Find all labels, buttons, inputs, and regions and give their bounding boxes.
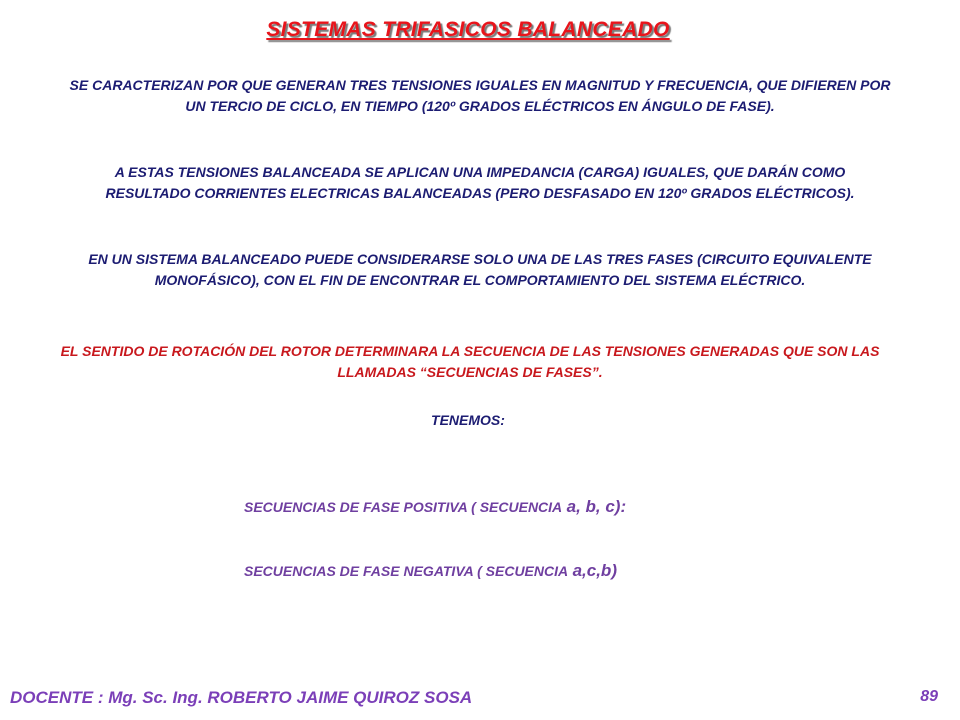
paragraph-rotation-sequence: EL SENTIDO DE ROTACIÓN DEL ROTOR DETERMINARA LA SECUENCIA DE LAS TENSIONES GENERADAS QUE SON LAS LLAMADAS “SECUENCIAS DE FASES”.: [60, 343, 880, 380]
paragraph-single-phase-equivalent: EN UN SISTEMA BALANCEADO PUEDE CONSIDERARSE SOLO UNA DE LAS TRES FASES (CIRCUITO EQUIVALENTE MONOFÁSICO), CON EL FIN DE ENCONTRAR EL COMPORTAMIENTO DEL SISTEMA ELÉCTRICO.: [88, 251, 872, 288]
paragraph-characteristics: SE CARACTERIZAN POR QUE GENERAN TRES TENSIONES IGUALES EN MAGNITUD Y FRECUENCIA, QUE DIFIEREN POR UN TERCIO DE CICLO, EN TIEMPO (120º GRADOS ELÉCTRICOS EN ÁNGULO DE FASE).: [69, 77, 891, 114]
negative-sequence-line: [244, 561, 617, 581]
slide-title: SISTEMAS TRIFASICOS BALANCEADO: [266, 18, 670, 41]
negative-sequence-prefix: SECUENCIAS DE FASE NEGATIVA ( SECUENCIA: [244, 563, 569, 579]
paragraph-balanced-currents: A ESTAS TENSIONES BALANCEADA SE APLICAN UNA IMPEDANCIA (CARGA) IGUALES, QUE DARÁN COMO RESULTADO CORRIENTES ELECTRICAS BALANCEADAS (PERO DESFASADO EN 120º GRADOS ELÉCTRICOS).: [105, 164, 855, 201]
tenemos-label: TENEMOS:: [431, 412, 505, 428]
positive-sequence-line: [244, 497, 626, 517]
negative-sequence-suffix: a,c,b): [572, 561, 617, 580]
positive-sequence-prefix: SECUENCIAS DE FASE POSITIVA ( SECUENCIA: [244, 499, 563, 515]
footer-author: DOCENTE : Mg. Sc. Ing. ROBERTO JAIME QUIROZ SOSA: [10, 688, 473, 707]
positive-sequence-suffix: a, b, c):: [566, 497, 627, 516]
page-number: 89: [920, 688, 938, 705]
